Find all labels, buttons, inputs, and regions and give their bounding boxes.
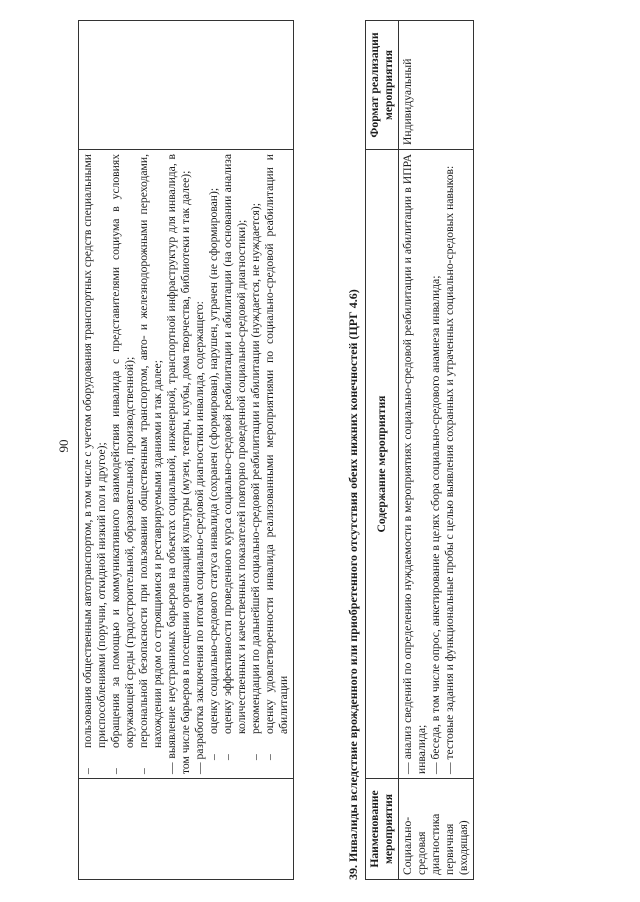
table-header-row [366,21,399,880]
table-row [399,21,474,880]
list-item: – оценку эффективности проведенного курса социально-средовой реабилитации и абилитации (на основании анализа количественных и качественных показателей повторно проведенной социально-средовой диагностики); [221,154,248,760]
table-cell-content [79,150,294,779]
column-header-format: Формат реализации мероприятия [366,21,399,150]
list-item: – рекомендации по дальнейшей социально-средовой реабилитации и абилитации (нуждается, не нуждается); [249,203,262,760]
table-row [79,21,294,880]
column-header-name: Наименование мероприятия [366,779,399,880]
measures-table [365,20,474,880]
list-item: – персональной безопасности при пользовании общественным транспортом, авто- и железнодорожными переходами, нахождении рядом со строящимися и реставрируемыми зданиями и так далее; [137,154,164,774]
column-header-content: Содержание мероприятия [366,150,399,779]
list-paragraph: — анализ сведений по определению нуждаемости в мероприятиях социально-средовой реабилитации и абилитации в ИПРА инвалида; [401,154,428,774]
page-number: 90 [56,439,71,453]
list-item: – обращения за помощью и коммуникативного взаимодействия инвалида с представителями социума в условиях окружающей среды (градостроительной, образовательной, производственной); [109,154,136,774]
list-item: – пользования общественным автотранспортом, в том числе с учетом оборудования транспортных средств специальными приспособлениями (поручни, откидной низкий пол и другое); [81,154,108,774]
measure-content [399,150,474,779]
list-paragraph: — тестовые задания и функциональные пробы с целью выявления сохранных и утраченных социально-средовых навыков: [443,165,456,774]
measure-name: Социально-средовая диагностика первичная (входящая) [399,779,474,880]
section-title: 39. Инвалиды вследствие врожденного или приобретенного отсутствия обеих нижних конечностей (ЦРГ 4.6) [346,289,360,880]
table-cell-format [79,21,294,150]
rotated-content [78,18,598,880]
list-paragraph: — разработка заключения по итогам социально-средовой диагностики инвалида, содержащего: [193,301,206,774]
list-paragraph: — беседа, в том числе опрос, анкетирование в целях сбора социально-средового анамнеза инвалида; [429,275,442,774]
table-cell-name [79,779,294,880]
list-item: – оценку социально-средового статуса инвалида (сохранен (сформирован), нарушен, утрачен (не сформирован); [207,187,220,760]
measure-format: Индивидуальный [399,21,474,150]
continued-table [78,20,294,880]
list-item: – оценку удовлетворенности инвалида реализованными мероприятиями по социально-средовой реабилитации и абилитации [263,154,290,760]
list-paragraph: — выявление неустранимых барьеров на объектах социальной, инженерной, транспортной инфраструктур для инвалида, в том числе барьеров в посещении организаций культуры (музеи, театры, клубы, дома творчества, библиотеки и так далее); [165,154,192,774]
